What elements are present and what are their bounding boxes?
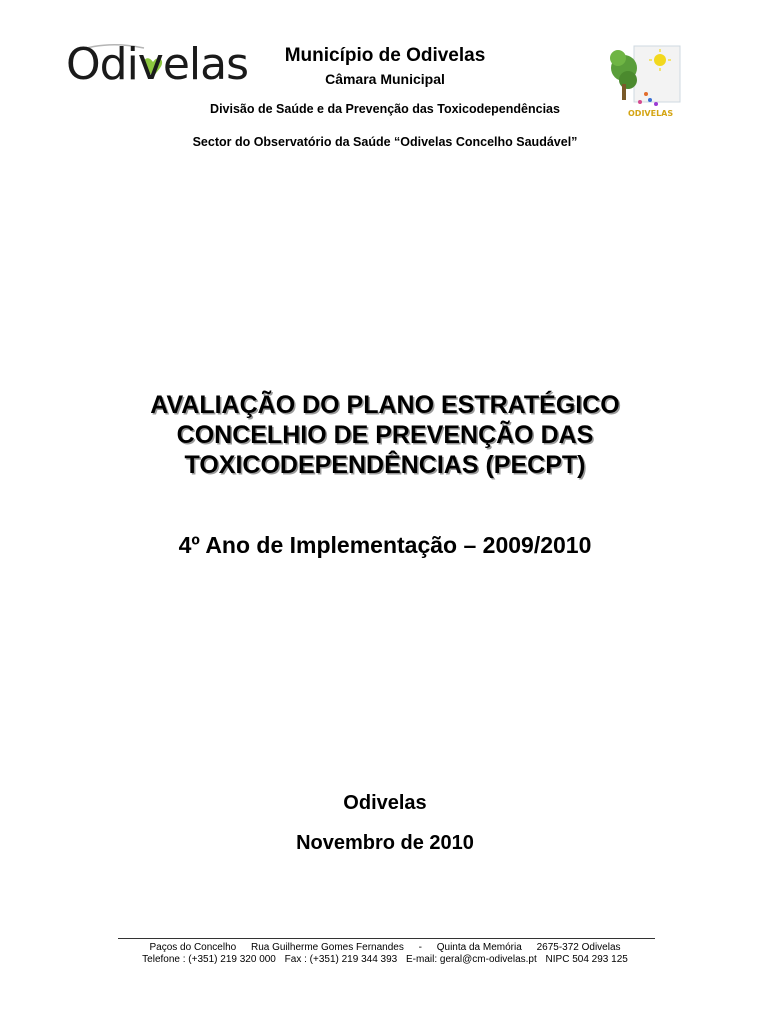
footer-address-street: Rua Guilherme Gomes Fernandes <box>250 942 404 953</box>
footer-address-locality: Quinta da Memória <box>436 942 522 953</box>
document-title-line-2: CONCELHIO DE PREVENÇÃO DAS <box>176 421 594 449</box>
sector-name: Sector do Observatório da Saúde “Odivelas Concelho Saudável” <box>192 135 578 149</box>
footer-contacts <box>100 954 670 966</box>
document-subtitle: 4º Ano de Implementação – 2009/2010 <box>178 532 592 558</box>
logo-wordmark: Odivelas <box>66 39 249 90</box>
document-title-line-1: AVALIAÇÃO DO PLANO ESTRATÉGICO <box>150 391 620 419</box>
council-name: Câmara Municipal <box>325 71 445 87</box>
footer-address-separator: - <box>418 942 422 953</box>
document-date: Novembro de 2010 <box>296 832 474 854</box>
footer-nipc: NIPC 504 293 125 <box>545 954 628 965</box>
footer-address <box>100 942 670 954</box>
footer-phone: Telefone : (+351) 219 320 000 <box>142 954 276 965</box>
footer-email: E-mail: geral@cm-odivelas.pt <box>406 954 537 965</box>
footer-address-building: Paços do Concelho <box>149 942 237 953</box>
footer-address-postcode: 2675-372 Odivelas <box>536 942 621 953</box>
logo-right-label: ODIVELAS <box>628 109 674 118</box>
division-name: Divisão de Saúde e da Prevenção das Toxicodependências <box>210 102 560 116</box>
document-title-line-3: TOXICODEPENDÊNCIAS (PECPT) <box>184 451 586 479</box>
footer-fax: Fax : (+351) 219 344 393 <box>284 954 398 965</box>
footer-divider <box>118 938 655 939</box>
municipality-name: Município de Odivelas <box>284 45 486 66</box>
document-place: Odivelas <box>343 792 427 814</box>
